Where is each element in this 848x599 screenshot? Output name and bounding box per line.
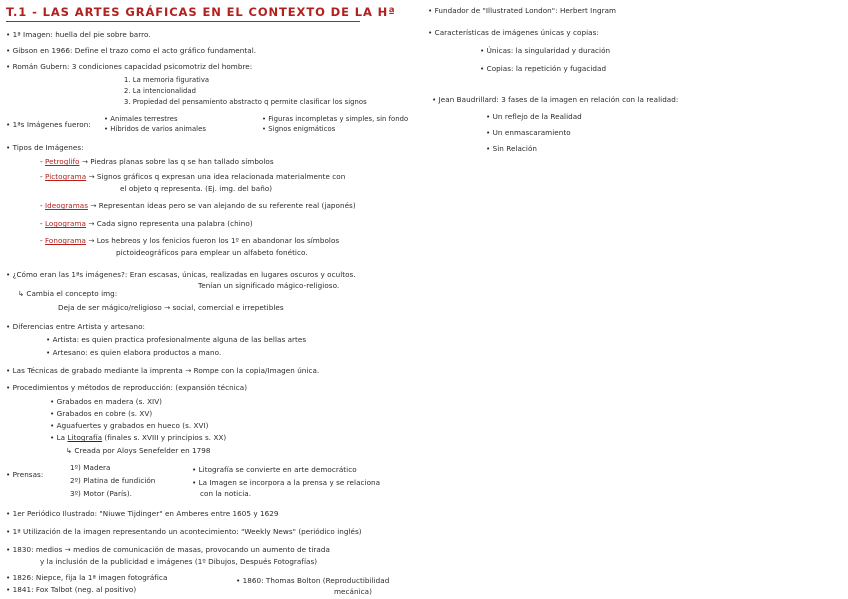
- presses-heading: • Prensas:: [6, 470, 44, 479]
- fonograma-text: → Los hebreos y los fenicios fueron los 1º en abandonar los símbolos: [86, 236, 340, 245]
- press-note: • Litografía se convierte en arte democrático: [192, 465, 357, 474]
- first-imgs-meaning: Tenían un significado mágico-religioso.: [198, 281, 340, 290]
- copies-images: • Copias: la repetición y fugacidad: [480, 64, 607, 73]
- logograma-text: → Cada signo representa una palabra (chino): [86, 219, 253, 228]
- baudrillard-phase-1: • Un reflejo de la Realidad: [486, 112, 582, 121]
- niepce-line: • 1826: Niepce, fija la 1ª imagen fotográfica: [6, 573, 168, 582]
- press-item: 3º) Motor (París).: [70, 489, 133, 498]
- gubern-item-3: 3. Propiedad del pensamiento abstracto q permite clasificar los signos: [124, 98, 367, 106]
- press-note-cont: con la noticia.: [200, 489, 252, 498]
- concept-change-detail: Deja de ser mágico/religioso → social, comercial e irrepetibles: [58, 303, 284, 312]
- title-underline: [6, 21, 360, 22]
- senefelder-line: ↳ Creada por Aloys Senefelder en 1798: [66, 446, 211, 455]
- fonograma-cont: pictoideográficos para emplear un alfabeto fonético.: [116, 248, 308, 257]
- first-imgs-question: • ¿Cómo eran las 1ªs imágenes?: Eran escasas, únicas, realizadas en lugares oscuros y ocultos.: [6, 270, 356, 279]
- bolton-line: • 1860: Thomas Bolton (Reproductibilidad: [236, 576, 390, 585]
- litografia-prefix: • La: [50, 433, 68, 442]
- mass-media-line: • 1830: medios → medios de comunicación de masas, provocando un aumento de tirada: [6, 545, 330, 554]
- first-images-item: • Animales terrestres: [104, 115, 178, 123]
- baudrillard-phase-2: • Un enmascaramiento: [486, 128, 571, 137]
- first-images-item: • Híbridos de varios animales: [104, 125, 206, 133]
- gubern-item-1: 1. La memoria figurativa: [124, 76, 210, 84]
- type-logograma: - Logograma → Cada signo representa una palabra (chino): [40, 219, 253, 228]
- first-images-heading: • 1ªs Imágenes fueron:: [6, 120, 91, 129]
- litografia-term: Litografía: [67, 433, 103, 442]
- characteristics-heading: • Características de imágenes únicas y copias:: [428, 28, 599, 37]
- diff-artesano: • Artesano: es quien elabora productos a mano.: [46, 348, 222, 357]
- gibson-line: • Gibson en 1966: Define el trazo como el acto gráfico fundamental.: [6, 46, 257, 55]
- procedure-item: • Grabados en madera (s. XIV): [50, 397, 163, 406]
- gubern-item-2: 2. La intencionalidad: [124, 87, 196, 95]
- procedure-item: • Aguafuertes y grabados en hueco (s. XVI): [50, 421, 209, 430]
- procedures-heading: • Procedimientos y métodos de reproducción: (expansión técnica): [6, 383, 248, 392]
- illustrated-london-founder: • Fundador de "Illustrated London": Herbert Ingram: [428, 6, 617, 15]
- pictograma-text: → Signos gráficos q expresan una idea relacionada materialmente con: [86, 172, 346, 181]
- fonograma-term: Fonograma: [44, 236, 86, 245]
- talbot-line: • 1841: Fox Talbot (neg. al positivo): [6, 585, 137, 594]
- petroglifo-text: → Piedras planas sobre las q se han tallado símbolos: [79, 157, 274, 166]
- techniques-line: • Las Técnicas de grabado mediante la imprenta → Rompe con la copia/Imagen única.: [6, 366, 320, 375]
- press-item: 1º) Madera: [70, 463, 111, 472]
- first-images-item: • Figuras incompletas y simples, sin fondo: [262, 115, 409, 123]
- pictograma-cont: el objeto q representa. (Ej. img. del baño): [120, 184, 273, 193]
- type-ideogramas: - Ideogramas → Representan ideas pero se van alejando de su referente real (japonés): [40, 201, 356, 210]
- baudrillard-phase-3: • Sin Relación: [486, 144, 538, 153]
- type-petroglifo: - Petroglifo → Piedras planas sobre las q se han tallado símbolos: [40, 157, 274, 166]
- first-illustrated-newspaper: • 1er Periódico Ilustrado: "Niuwe Tijdinger" en Amberes entre 1605 y 1629: [6, 509, 279, 518]
- mass-media-cont: y la inclusión de la publicidad e imágenes (1º Dibujos, Después Fotografías): [40, 557, 318, 566]
- litografia-suffix: (finales s. XVIII y principios s. XX): [102, 433, 227, 442]
- type-fonograma: - Fonograma → Los hebreos y los fenicios fueron los 1º en abandonar los símbolos: [40, 236, 340, 245]
- pictograma-term: Pictograma: [44, 172, 87, 181]
- procedure-item-litografia: [50, 433, 226, 442]
- first-image-line: • 1ª Imagen: huella del pie sobre barro.: [6, 30, 151, 39]
- ideogramas-term: Ideogramas: [44, 201, 89, 210]
- diff-heading: • Diferencias entre Artista y artesano:: [6, 322, 146, 331]
- bolton-cont: mecánica): [334, 587, 372, 596]
- press-note: • La Imagen se incorpora a la prensa y se relaciona: [192, 478, 381, 487]
- procedure-item: • Grabados en cobre (s. XV): [50, 409, 153, 418]
- first-images-item: • Signos enigmáticos: [262, 125, 336, 133]
- concept-change: ↳ Cambia el concepto img:: [18, 289, 118, 298]
- page-title: T.1 - LAS ARTES GRÁFICAS EN EL CONTEXTO DE LA Hª: [6, 5, 396, 19]
- logograma-term: Logograma: [44, 219, 86, 228]
- gubern-line: • Román Gubern: 3 condiciones capacidad psicomotriz del hombre:: [6, 62, 253, 71]
- unique-images: • Únicas: la singularidad y duración: [480, 46, 611, 55]
- diff-artista: • Artista: es quien practica profesionalmente alguna de las bellas artes: [46, 335, 307, 344]
- ideogramas-text: → Representan ideas pero se van alejando de su referente real (japonés): [88, 201, 356, 210]
- press-item: 2º) Platina de fundición: [70, 476, 156, 485]
- type-pictograma: - Pictograma → Signos gráficos q expresan una idea relacionada materialmente con: [40, 172, 346, 181]
- baudrillard-line: • Jean Baudrillard: 3 fases de la imagen en relación con la realidad:: [432, 95, 679, 104]
- first-event-image: • 1ª Utilización de la imagen representando un acontecimiento: "Weekly News" (periódico inglés): [6, 527, 362, 536]
- types-heading: • Tipos de Imágenes:: [6, 143, 84, 152]
- petroglifo-term: Petroglifo: [44, 157, 80, 166]
